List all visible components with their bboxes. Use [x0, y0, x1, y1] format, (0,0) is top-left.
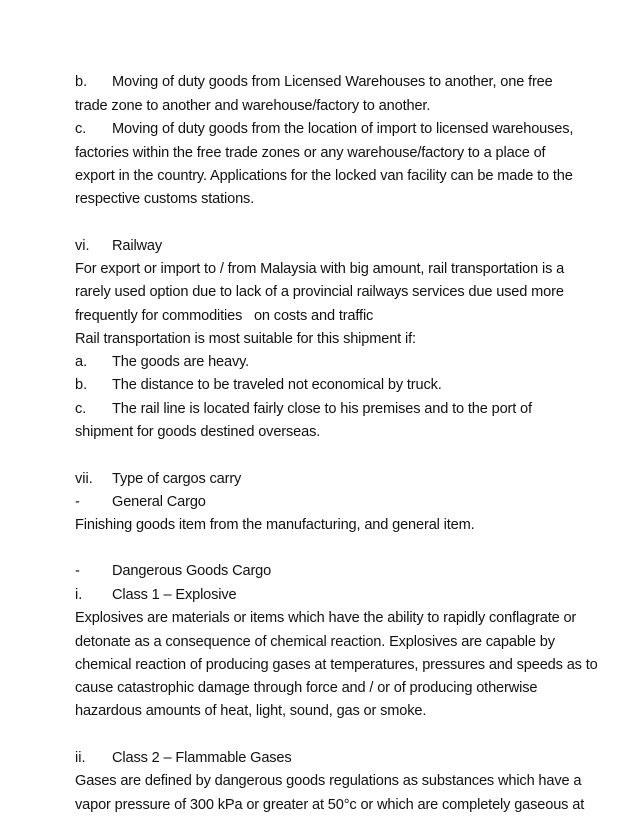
paragraph-line: export in the country. Applications for the locked van facility can be made to the	[75, 168, 573, 184]
section-heading: Type of cargos carry	[112, 471, 242, 487]
list-marker: -	[75, 563, 80, 579]
paragraph-line: Moving of duty goods from Licensed Warehouses to another, one free	[112, 74, 553, 90]
list-marker: a.	[75, 354, 88, 370]
paragraph-line: Explosives are materials or items which have the ability to rapidly conflagrate or	[75, 610, 577, 626]
list-marker: b.	[75, 377, 88, 393]
paragraph-line: trade zone to another and warehouse/factory to another.	[75, 98, 431, 114]
paragraph-line: The distance to be traveled not economical by truck.	[112, 377, 442, 393]
paragraph-line: vapor pressure of 300 kPa or greater at 50°c or which are completely gaseous at	[75, 797, 585, 813]
paragraph-line: hazardous amounts of heat, light, sound, gas or smoke.	[75, 703, 427, 719]
section-marker: vii.	[75, 471, 93, 487]
paragraph-line: frequently for commodities on costs and traffic	[75, 308, 374, 324]
paragraph-line: For export or import to / from Malaysia with big amount, rail transportation is a	[75, 261, 565, 277]
paragraph-line: respective customs stations.	[75, 191, 255, 207]
paragraph-line: rarely used option due to lack of a provincial railways services due used more	[75, 284, 564, 300]
section-marker: vi.	[75, 238, 90, 254]
list-marker: i.	[75, 587, 83, 603]
subsection-heading: Dangerous Goods Cargo	[112, 563, 272, 579]
list-marker: b.	[75, 74, 88, 90]
paragraph-line: Gases are defined by dangerous goods regulations as substances which have a	[75, 773, 582, 789]
paragraph-line: The rail line is located fairly close to his premises and to the port of	[112, 401, 532, 417]
paragraph-line: chemical reaction of producing gases at temperatures, pressures and speeds as to	[75, 657, 598, 673]
list-marker: ii.	[75, 750, 86, 766]
class-heading: Class 2 – Flammable Gases	[112, 750, 292, 766]
paragraph-line: cause catastrophic damage through force and / or of producing otherwise	[75, 680, 538, 696]
list-marker: c.	[75, 401, 87, 417]
paragraph-line: The goods are heavy.	[112, 354, 250, 370]
subsection-heading: General Cargo	[112, 494, 206, 510]
paragraph-line: Finishing goods item from the manufacturing, and general item.	[75, 517, 475, 533]
paragraph-line: factories within the free trade zones or any warehouse/factory to a place of	[75, 145, 546, 161]
section-heading: Railway	[112, 238, 163, 254]
paragraph-line: Moving of duty goods from the location of import to licensed warehouses,	[112, 121, 574, 137]
list-marker: -	[75, 494, 80, 510]
list-marker: c.	[75, 121, 87, 137]
class-heading: Class 1 – Explosive	[112, 587, 237, 603]
paragraph-line: shipment for goods destined overseas.	[75, 424, 321, 440]
paragraph-line: Rail transportation is most suitable for this shipment if:	[75, 331, 416, 347]
paragraph-line: detonate as a consequence of chemical reaction. Explosives are capable by	[75, 634, 555, 650]
